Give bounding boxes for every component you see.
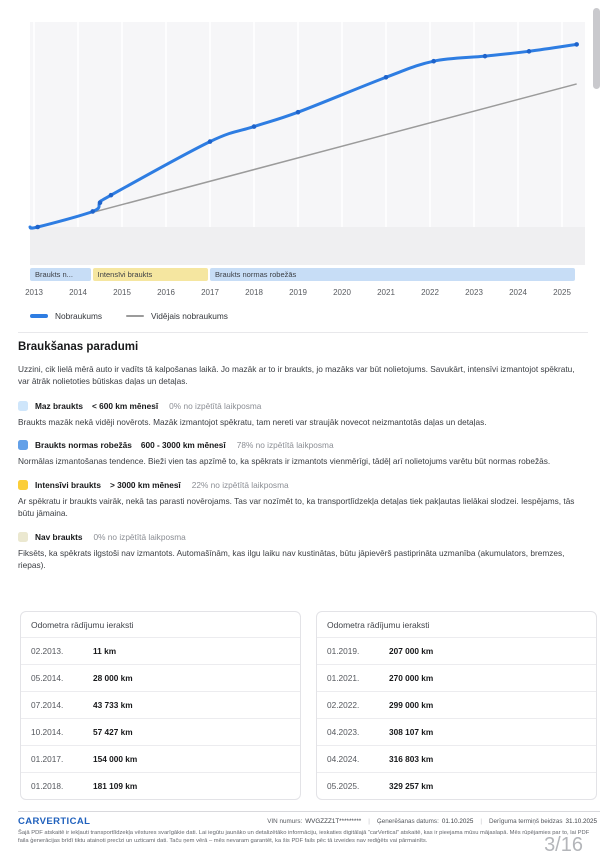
row-date: 01.2017.: [31, 754, 64, 764]
x-tick-label: 2017: [201, 288, 219, 297]
row-value: 299 000 km: [389, 700, 434, 710]
habit-percent: 22% no izpētītā laikposma: [191, 479, 289, 490]
valid-value: 31.10.2025: [565, 818, 597, 825]
driving-habits-section: [18, 341, 588, 572]
row-value: 207 000 km: [389, 646, 434, 656]
habit-desc: Braukts mazāk nekā vidēji novērots. Mazāk izmantojot spēkratu, tam nereti var straujāk novecot neizmantotās daļas un detaļas.: [18, 416, 487, 427]
habit-range: < 600 km mēnesī: [91, 400, 159, 411]
generated-label: Ģenerēšanas datums:: [376, 818, 439, 825]
report-meta: [267, 816, 597, 825]
table-row: [21, 746, 300, 773]
scrollbar-thumb[interactable]: [593, 8, 600, 89]
footer-divider: [18, 811, 600, 812]
x-tick-label: 2013: [25, 288, 43, 297]
footer-meta-row: [18, 816, 597, 827]
mileage-line-icon: [30, 314, 48, 318]
row-date: 04.2024.: [327, 754, 360, 764]
habit-item-low: [18, 401, 588, 411]
mileage-chart-plot: [18, 12, 588, 267]
habit-label: Intensīvi braukts: [35, 479, 101, 490]
carvertical-logo: CARVERTICAL: [18, 816, 91, 827]
data-point: [483, 54, 488, 59]
data-point: [574, 42, 579, 47]
habit-label: Maz braukts: [35, 400, 83, 411]
generated-value: 01.10.2025: [441, 818, 474, 825]
legend-item-average: [126, 311, 228, 321]
table-row: [21, 719, 300, 746]
vin-value: WVGZZZ1T*********: [305, 818, 362, 825]
row-date: 07.2014.: [31, 700, 64, 710]
row-value: 57 427 km: [93, 727, 133, 737]
row-value: 181 109 km: [93, 781, 138, 791]
data-point: [384, 75, 389, 80]
row-date: 05.2014.: [31, 673, 64, 683]
x-tick-label: 2024: [509, 288, 527, 297]
habit-percent: 78% no izpētītā laikposma: [236, 440, 334, 451]
odometer-tables: [20, 611, 597, 800]
legend-item-mileage: [30, 311, 102, 321]
table-row: [21, 638, 300, 665]
page-number: 3/16: [544, 834, 583, 856]
x-tick-label: 2023: [465, 288, 483, 297]
data-point: [98, 200, 103, 205]
habit-item-normal: [18, 440, 588, 450]
row-value: 28 000 km: [93, 673, 133, 683]
table-row: [317, 638, 596, 665]
habit-range: > 3000 km mēnesī: [109, 479, 181, 490]
x-tick-label: 2019: [289, 288, 307, 297]
x-tick-label: 2014: [69, 288, 87, 297]
habit-desc: Normālas izmantošanas tendence. Bieži vien tas apzīmē to, ka spēkrats ir izmantots vienmērīgi, tādēļ arī nolietojums varētu būt normas robežās.: [18, 456, 551, 467]
table-row: [317, 665, 596, 692]
habit-desc: Ar spēkratu ir braukts vairāk, nekā tas parasti novērojams. Tas var nozīmēt to, ka transportlīdzekļa detaļas tiek pakļautas lielākai slodzei. Iespējams, tās būtu jāmaina.: [18, 495, 575, 519]
data-point: [109, 193, 114, 198]
habit-swatch-normal: [18, 440, 28, 450]
habit-range: 600 - 3000 km mēnesī: [140, 440, 226, 451]
habit-label: Braukts normas robežās: [35, 440, 132, 451]
row-date: 01.2019.: [327, 646, 360, 656]
row-value: 270 000 km: [389, 673, 434, 683]
row-date: 02.2013.: [31, 646, 64, 656]
row-value: 329 257 km: [389, 781, 434, 791]
usage-band: Braukts n...: [30, 268, 91, 281]
habit-percent: 0% no izpētītā laikposma: [169, 400, 262, 411]
section-title: Braukšanas paradumi: [18, 341, 139, 353]
x-tick-label: 2018: [245, 288, 263, 297]
table-row: [317, 719, 596, 746]
habit-label: Nav braukts: [35, 531, 83, 542]
x-axis-years: [18, 288, 588, 298]
row-value: 154 000 km: [93, 754, 138, 764]
row-date: 01.2021.: [327, 673, 360, 683]
mileage-chart: [18, 12, 588, 321]
x-tick-label: 2021: [377, 288, 395, 297]
habit-swatch-notdriven: [18, 532, 28, 542]
odometer-table-right: [316, 611, 597, 800]
data-point: [527, 49, 532, 54]
habit-item-notdriven: [18, 532, 588, 542]
x-tick-label: 2016: [157, 288, 175, 297]
usage-band: Braukts normas robežās: [210, 268, 575, 281]
section-divider: [18, 332, 588, 333]
row-value: 308 107 km: [389, 727, 434, 737]
usage-bands-row: [18, 268, 588, 281]
chart-legend: [18, 311, 588, 321]
legend-label-mileage: Nobraukums: [55, 311, 103, 321]
habit-desc: Fiksēts, ka spēkrats ilgstoši nav izmantots. Automašīnām, kas ilgu laiku nav kustinātas, būtu jāpievērš pastiprināta uzmanība (akumulators, bremzes, riepas).: [18, 547, 565, 571]
meta-separator: |: [368, 818, 370, 825]
table-row: [317, 746, 596, 773]
table-title: Odometra rādījumu ieraksti: [317, 612, 596, 638]
valid-label: Derīguma termiņš beidzas: [488, 818, 563, 825]
row-date: 01.2018.: [31, 781, 64, 791]
table-row: [21, 692, 300, 719]
row-date: 02.2022.: [327, 700, 360, 710]
x-tick-label: 2020: [333, 288, 351, 297]
table-row: [21, 773, 300, 799]
habit-percent: 0% no izpētītā laikposma: [93, 531, 186, 542]
row-date: 04.2023.: [327, 727, 360, 737]
data-point: [208, 139, 213, 144]
row-date: 10.2014.: [31, 727, 64, 737]
table-row: [317, 692, 596, 719]
data-point: [35, 225, 40, 230]
x-tick-label: 2015: [113, 288, 131, 297]
data-point: [431, 59, 436, 64]
table-row: [21, 665, 300, 692]
x-tick-label: 2022: [421, 288, 439, 297]
table-title: Odometra rādījumu ieraksti: [21, 612, 300, 638]
footer-disclaimer: Šajā PDF atskaitē ir iekļauti transportlīdzekļa vēstures svarīgākie dati. Lai iegūtu jaunāko un detalizētāko informāciju, ieskaties digitālajā “carVertical” atskaitē, kas ir pieejama mūsu mājaslapā. Mēs rūpējamies par to, lai PDF faila ģenerācijas brīdī tiktu atainoti precīzi un uzticami dati. Taču ņem vērā – mēs nevaram garantēt, ka šis PDF fails pēc tā izveides nav rediģēts vai pārmainīts.: [18, 830, 590, 845]
legend-label-average: Vidējais nobraukums: [151, 311, 228, 321]
average-line-icon: [126, 315, 144, 317]
data-point: [296, 110, 301, 115]
row-value: 11 km: [93, 646, 117, 656]
row-date: 05.2025.: [327, 781, 360, 791]
row-value: 43 733 km: [93, 700, 133, 710]
vin-label: VIN numurs:: [267, 818, 303, 825]
meta-separator: |: [480, 818, 482, 825]
data-point: [252, 124, 257, 129]
habit-item-intensive: [18, 480, 588, 490]
odometer-table-left: [20, 611, 301, 800]
data-point: [90, 209, 95, 214]
row-value: 316 803 km: [389, 754, 434, 764]
section-intro: Uzzini, cik lielā mērā auto ir vadīts tā kalpošanas laikā. Jo mazāk ar to ir braukts, jo mazāks var būt nolietojums. Savukārt, intensīvi izmantojot spēkratu, var ātrāk nolietoties būtiskas daļas un detaļas.: [18, 364, 575, 387]
usage-band: Intensīvi braukts: [93, 268, 208, 281]
below-baseline-area: [30, 227, 585, 265]
table-row: [317, 773, 596, 799]
habit-swatch-intensive: [18, 480, 28, 490]
habit-swatch-low: [18, 401, 28, 411]
x-tick-label: 2025: [553, 288, 571, 297]
